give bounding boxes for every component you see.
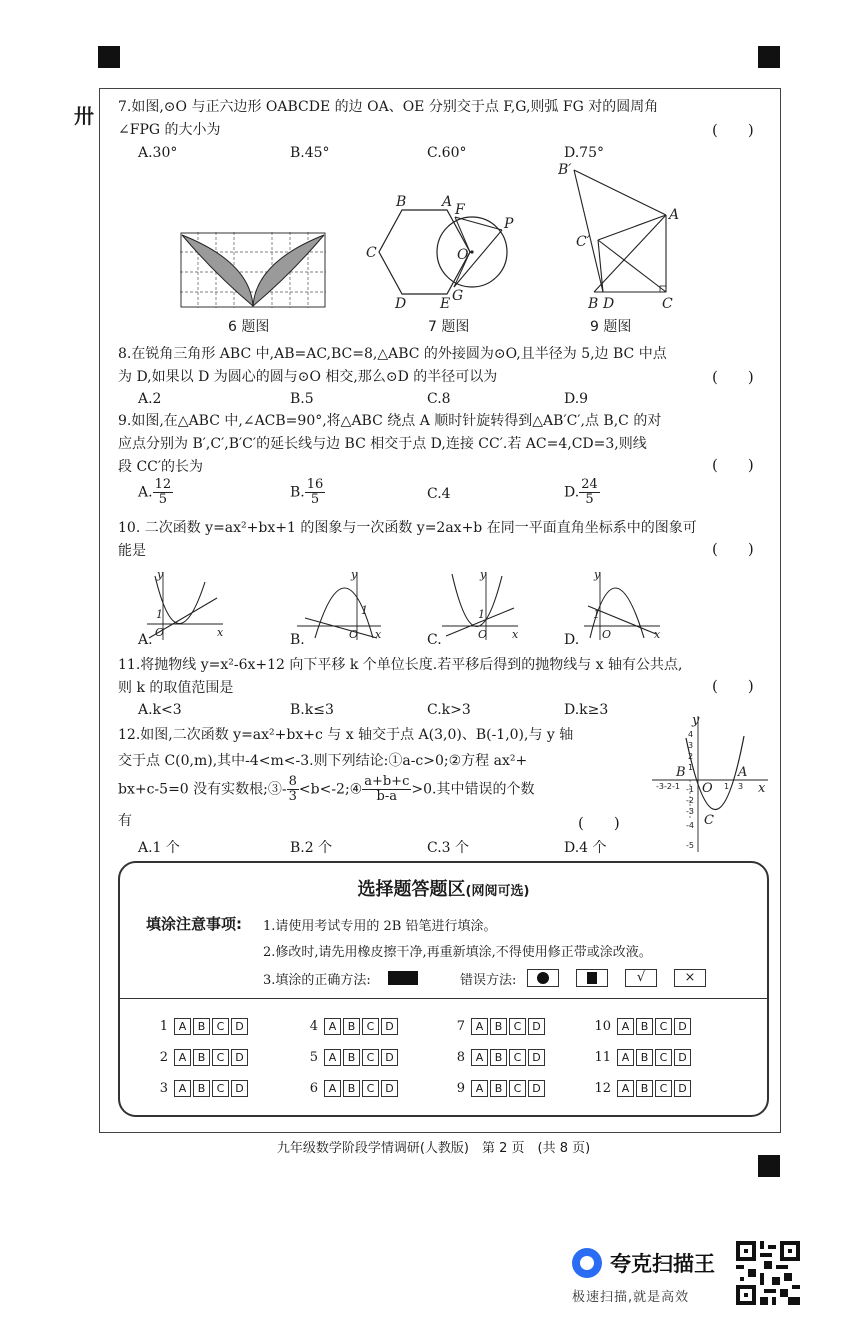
fig9-label-cprime: C′ [576, 234, 590, 250]
q10-graph-b [295, 568, 385, 642]
q8-line2: 为 D,如果以 D 为圆心的圆与⊙O 相交,那么⊙D 的半径可以为 [118, 369, 498, 385]
answer-item-6 [300, 1080, 398, 1097]
q9-option-c [427, 486, 451, 502]
answer-item-number: 11 [594, 1050, 611, 1065]
q11-option-d: D.k≥3 [564, 702, 609, 718]
corner-mark-top-right [758, 46, 780, 68]
answer-bubble-5-a[interactable]: A [324, 1049, 341, 1066]
answer-bubble-4-a[interactable]: A [324, 1018, 341, 1035]
answer-title-note: (网阅可选) [465, 884, 530, 899]
fig7-label-a: A [442, 194, 453, 210]
answer-bubble-10-b[interactable]: B [636, 1018, 653, 1035]
q12-frac1-num: 8 [288, 774, 297, 789]
q8-option-c: C.8 [427, 391, 451, 407]
answer-bubble-10-c[interactable]: C [655, 1018, 672, 1035]
answer-bubble-7-a[interactable]: A [471, 1018, 488, 1035]
q10-c-y: y [480, 568, 487, 581]
answer-bubble-3-d[interactable]: D [231, 1080, 248, 1097]
answer-bubble-11-a[interactable]: A [617, 1049, 634, 1066]
q8-option-a: A.2 [138, 391, 162, 407]
q10-c-one: 1 [478, 608, 485, 621]
q12-label-x: x [758, 781, 766, 796]
figure-9 [558, 160, 688, 312]
q10-graph-c [440, 568, 522, 642]
q10-c-x: x [512, 628, 519, 641]
q12-ytick-4: 4 [688, 730, 694, 739]
q12-line4: 有 [118, 813, 132, 829]
q12-label-c: C [704, 813, 714, 828]
answer-bubble-12-a[interactable]: A [617, 1080, 634, 1097]
q10-d-one: 1 [593, 608, 600, 621]
brand-name: 夸克扫描王 [610, 1252, 715, 1276]
q12-label-y: y [692, 713, 700, 728]
fig7-label-g: G [452, 288, 464, 304]
fig9-label-bprime: B′ [558, 162, 572, 178]
q9-option-a-num: 12 [154, 477, 172, 492]
q9-option-a [138, 478, 173, 507]
q10-option-c: C. [427, 632, 442, 648]
answer-item-4 [300, 1018, 398, 1035]
q9-option-b-den: 5 [310, 492, 320, 507]
wrong-sample-dot [527, 969, 559, 987]
answer-item-number: 1 [159, 1019, 168, 1034]
answer-area-title [120, 875, 767, 901]
notes-label: 填涂注意事项: [146, 915, 242, 933]
q12-line3a: bx+c-5=0 没有实数根;③- [118, 781, 287, 798]
answer-bubble-3-b[interactable]: B [193, 1080, 210, 1097]
wrong-method-label: 错误方法: [460, 973, 517, 988]
q7-paren: ( ) [712, 121, 754, 139]
answer-bubble-7-d[interactable]: D [528, 1018, 545, 1035]
q7-option-c: C.60° [427, 145, 467, 161]
q7-line2: ∠FPG 的大小为 [118, 122, 221, 138]
q11-paren: ( ) [712, 677, 754, 695]
q9-option-c-label: C.4 [427, 486, 451, 502]
note-2: 2.修改时,请先用橡皮擦干净,再重新填涂,不得使用修正带或涂改液。 [263, 945, 652, 960]
q7-option-a: A.30° [138, 145, 178, 161]
answer-bubble-2-b[interactable]: B [193, 1049, 210, 1066]
q11-line1: 11.将抛物线 y=x²-6x+12 向下平移 k 个单位长度.若平移后得到的抛物线与 x 轴有公共点, [118, 657, 683, 673]
q8-option-b: B.5 [290, 391, 314, 407]
q11-option-a: A.k<3 [138, 702, 182, 718]
q12-xtick-3: 3 [738, 782, 744, 791]
q10-a-o: O [155, 626, 165, 639]
q12-line3b: <b<-2;④ [298, 781, 363, 798]
q12-line3 [118, 775, 534, 804]
answer-bubble-6-b[interactable]: B [343, 1080, 360, 1097]
q8-option-d: D.9 [564, 391, 589, 407]
q9-line1: 9.如图,在△ABC 中,∠ACB=90°,将△ABC 绕点 A 顺时针旋转得到△AB′C′,点 B,C 的对 [118, 413, 662, 429]
corner-mark-bottom-right [758, 1155, 780, 1177]
corner-mark-top-left [98, 46, 120, 68]
q10-d-o: O [602, 628, 612, 641]
answer-bubble-11-c[interactable]: C [655, 1049, 672, 1066]
q12-ytick-m2: -2 [686, 796, 694, 805]
q7-option-b: B.45° [290, 145, 330, 161]
answer-divider [120, 998, 767, 999]
q12-graph [650, 712, 772, 854]
q11-option-c: C.k>3 [427, 702, 471, 718]
answer-bubble-1-c[interactable]: C [212, 1018, 229, 1035]
q12-label-b: B [676, 765, 686, 780]
answer-bubble-12-d[interactable]: D [674, 1080, 691, 1097]
q10-graph-d [582, 568, 664, 642]
wrong-sample-square [576, 969, 608, 987]
q10-line2: 能是 [118, 543, 146, 559]
q8-line1: 8.在锐角三角形 ABC 中,AB=AC,BC=8,△ABC 的外接圆为⊙O,且半径为 5,边 BC 中点 [118, 346, 667, 362]
answer-item-11 [593, 1049, 691, 1066]
answer-item-number: 9 [456, 1081, 465, 1096]
answer-item-9 [447, 1080, 545, 1097]
answer-bubble-2-d[interactable]: D [231, 1049, 248, 1066]
q12-ytick-1: 1 [688, 763, 694, 772]
answer-bubble-12-b[interactable]: B [636, 1080, 653, 1097]
q12-ytick-3: 3 [688, 741, 694, 750]
q9-line3: 段 CC′的长为 [118, 459, 204, 475]
q10-a-y: y [157, 568, 164, 581]
answer-bubble-11-d[interactable]: D [674, 1049, 691, 1066]
answer-bubble-9-d[interactable]: D [528, 1080, 545, 1097]
margin-mark: 卅 [74, 104, 94, 128]
q9-option-b-num: 16 [306, 477, 324, 492]
fig9-label-a: A [669, 207, 680, 223]
answer-bubble-4-c[interactable]: C [362, 1018, 379, 1035]
q10-option-a: A. [138, 632, 153, 648]
q12-ytick-m5: -5 [686, 841, 694, 850]
answer-bubble-7-c[interactable]: C [509, 1018, 526, 1035]
answer-bubble-4-d[interactable]: D [381, 1018, 398, 1035]
answer-item-number: 8 [456, 1050, 465, 1065]
answer-item-2 [150, 1049, 248, 1066]
q9-option-b-label: B. [290, 484, 305, 501]
correct-fill-sample [388, 971, 418, 985]
brand-slogan: 极速扫描,就是高效 [572, 1290, 690, 1305]
answer-bubble-7-b[interactable]: B [490, 1018, 507, 1035]
answer-bubble-5-d[interactable]: D [381, 1049, 398, 1066]
qr-code-icon [736, 1241, 800, 1305]
q7-option-d: D.75° [564, 145, 604, 161]
answer-bubble-6-a[interactable]: A [324, 1080, 341, 1097]
answer-item-number: 10 [594, 1019, 611, 1034]
fig7-label-o: O [457, 247, 469, 263]
answer-item-number: 7 [456, 1019, 465, 1034]
fig7-label-p: P [504, 216, 514, 232]
answer-bubble-1-a[interactable]: A [174, 1018, 191, 1035]
q12-line2: 交于点 C(0,m),其中-4<m<-3.则下列结论:①a-c>0;②方程 ax²+ [118, 753, 528, 769]
q10-paren: ( ) [712, 540, 754, 558]
brand-logo-icon-inner [580, 1256, 594, 1270]
q12-label-a: A [738, 765, 748, 780]
q9-paren: ( ) [712, 456, 754, 474]
q10-b-x: x [375, 628, 382, 641]
q10-b-y: y [351, 568, 358, 581]
answer-bubble-3-a[interactable]: A [174, 1080, 191, 1097]
answer-item-number: 3 [159, 1081, 168, 1096]
q10-line1: 10. 二次函数 y=ax²+bx+1 的图象与一次函数 y=2ax+b 在同一平面直角坐标系中的图象可 [118, 520, 697, 536]
answer-bubble-9-c[interactable]: C [509, 1080, 526, 1097]
q12-frac2-num: a+b+c [364, 774, 410, 789]
q12-ytick-m1: -1 [686, 785, 694, 794]
fig7-label-e: E [440, 296, 451, 312]
figure-9-caption: 9 题图 [590, 319, 632, 335]
q10-option-d: D. [564, 632, 580, 648]
fig7-label-f: F [455, 202, 465, 218]
q12-option-a: A.1 个 [138, 840, 180, 856]
figure-7-caption: 7 题图 [428, 319, 470, 335]
q9-option-d-label: D. [564, 484, 580, 501]
fig7-label-b: B [396, 194, 407, 210]
answer-item-5 [300, 1049, 398, 1066]
answer-item-8 [447, 1049, 545, 1066]
figure-7 [362, 190, 522, 315]
answer-bubble-1-d[interactable]: D [231, 1018, 248, 1035]
q12-paren: ( ) [578, 814, 620, 832]
answer-bubble-5-b[interactable]: B [343, 1049, 360, 1066]
q12-line3c: >0.其中错误的个数 [411, 781, 535, 798]
q12-ytick-m4: -4 [686, 821, 694, 830]
q10-a-one: 1 [156, 608, 163, 621]
q12-ytick-m3: -3 [686, 807, 694, 816]
q10-d-x: x [654, 628, 661, 641]
q10-d-y: y [594, 568, 601, 581]
answer-bubble-6-c[interactable]: C [362, 1080, 379, 1097]
answer-bubble-8-c[interactable]: C [509, 1049, 526, 1066]
fig9-label-b: B [588, 296, 599, 312]
note-1: 1.请使用考试专用的 2B 铅笔进行填涂。 [263, 919, 497, 934]
answer-item-number: 6 [309, 1081, 318, 1096]
answer-bubble-1-b[interactable]: B [193, 1018, 210, 1035]
q12-frac2-den: b-a [376, 789, 398, 804]
q12-label-o: O [702, 781, 713, 796]
q9-option-a-den: 5 [158, 492, 167, 507]
answer-bubble-2-c[interactable]: C [212, 1049, 229, 1066]
answer-item-number: 5 [309, 1050, 318, 1065]
fig7-label-c: C [366, 245, 377, 261]
q7-line1: 7.如图,⊙O 与正六边形 OABCDE 的边 OA、OE 分别交于点 F,G,则弧 FG 对的圆周角 [118, 99, 659, 115]
figure-6 [180, 232, 326, 312]
answer-bubble-8-d[interactable]: D [528, 1049, 545, 1066]
answer-bubble-3-c[interactable]: C [212, 1080, 229, 1097]
q11-line2: 则 k 的取值范围是 [118, 680, 234, 696]
q10-b-one: 1 [361, 604, 368, 617]
answer-bubble-8-a[interactable]: A [471, 1049, 488, 1066]
answer-item-number: 4 [309, 1019, 318, 1034]
answer-item-10 [593, 1018, 691, 1035]
q12-xtick-1: 1 [724, 782, 730, 791]
answer-bubble-9-a[interactable]: A [471, 1080, 488, 1097]
q9-option-a-label: A. [138, 484, 153, 501]
q10-a-x: x [217, 626, 224, 639]
q9-option-d [564, 478, 600, 507]
answer-item-number: 2 [159, 1050, 168, 1065]
answer-bubble-9-b[interactable]: B [490, 1080, 507, 1097]
q10-c-o: O [478, 628, 488, 641]
wrong-sample-cross: × [674, 969, 706, 987]
answer-bubble-8-b[interactable]: B [490, 1049, 507, 1066]
figure-6-caption: 6 题图 [228, 319, 270, 335]
q11-option-b: B.k≤3 [290, 702, 334, 718]
answer-item-12 [593, 1080, 691, 1097]
q12-option-b: B.2 个 [290, 840, 333, 856]
q9-line2: 应点分别为 B′,C′,B′C′的延长线与边 BC 相交于点 D,连接 CC′.若 AC=4,CD=3,则线 [118, 436, 647, 452]
answer-item-number: 12 [594, 1081, 611, 1096]
fig9-label-d: D [603, 296, 615, 312]
answer-bubble-2-a[interactable]: A [174, 1049, 191, 1066]
q12-option-d: D.4 个 [564, 840, 607, 856]
answer-bubble-10-d[interactable]: D [674, 1018, 691, 1035]
q10-option-b: B. [290, 632, 305, 648]
answer-item-3 [150, 1080, 248, 1097]
q9-option-d-den: 5 [585, 492, 594, 507]
fig7-label-d: D [395, 296, 407, 312]
answer-bubble-10-a[interactable]: A [617, 1018, 634, 1035]
answer-item-1 [150, 1018, 248, 1035]
wrong-sample-check: √ [625, 969, 657, 987]
q8-paren: ( ) [712, 368, 754, 386]
answer-bubble-4-b[interactable]: B [343, 1018, 360, 1035]
q12-frac1-den: 3 [288, 789, 297, 804]
answer-title-main: 选择题答题区 [357, 879, 466, 900]
q12-xticks-left: -3-2-1 [656, 782, 680, 791]
note-3: 3.填涂的正确方法: [263, 973, 371, 988]
q9-option-b [290, 478, 325, 507]
answer-bubble-6-d[interactable]: D [381, 1080, 398, 1097]
answer-area [118, 861, 769, 1117]
fig9-label-c: C [662, 296, 673, 312]
answer-bubble-11-b[interactable]: B [636, 1049, 653, 1066]
q10-b-o: O [349, 628, 359, 641]
answer-bubble-12-c[interactable]: C [655, 1080, 672, 1097]
q9-option-d-num: 24 [581, 477, 598, 492]
q12-ytick-2: 2 [688, 752, 694, 761]
q12-line1: 12.如图,二次函数 y=ax²+bx+c 与 x 轴交于点 A(3,0)、B(-1,0),与 y 轴 [118, 727, 574, 743]
answer-bubble-5-c[interactable]: C [362, 1049, 379, 1066]
q10-graph-a [145, 568, 227, 642]
answer-item-7 [447, 1018, 545, 1035]
page-footer: 九年级数学阶段学情调研(人教版) 第 2 页 (共 8 页) [276, 1141, 591, 1156]
q12-option-c: C.3 个 [427, 840, 470, 856]
